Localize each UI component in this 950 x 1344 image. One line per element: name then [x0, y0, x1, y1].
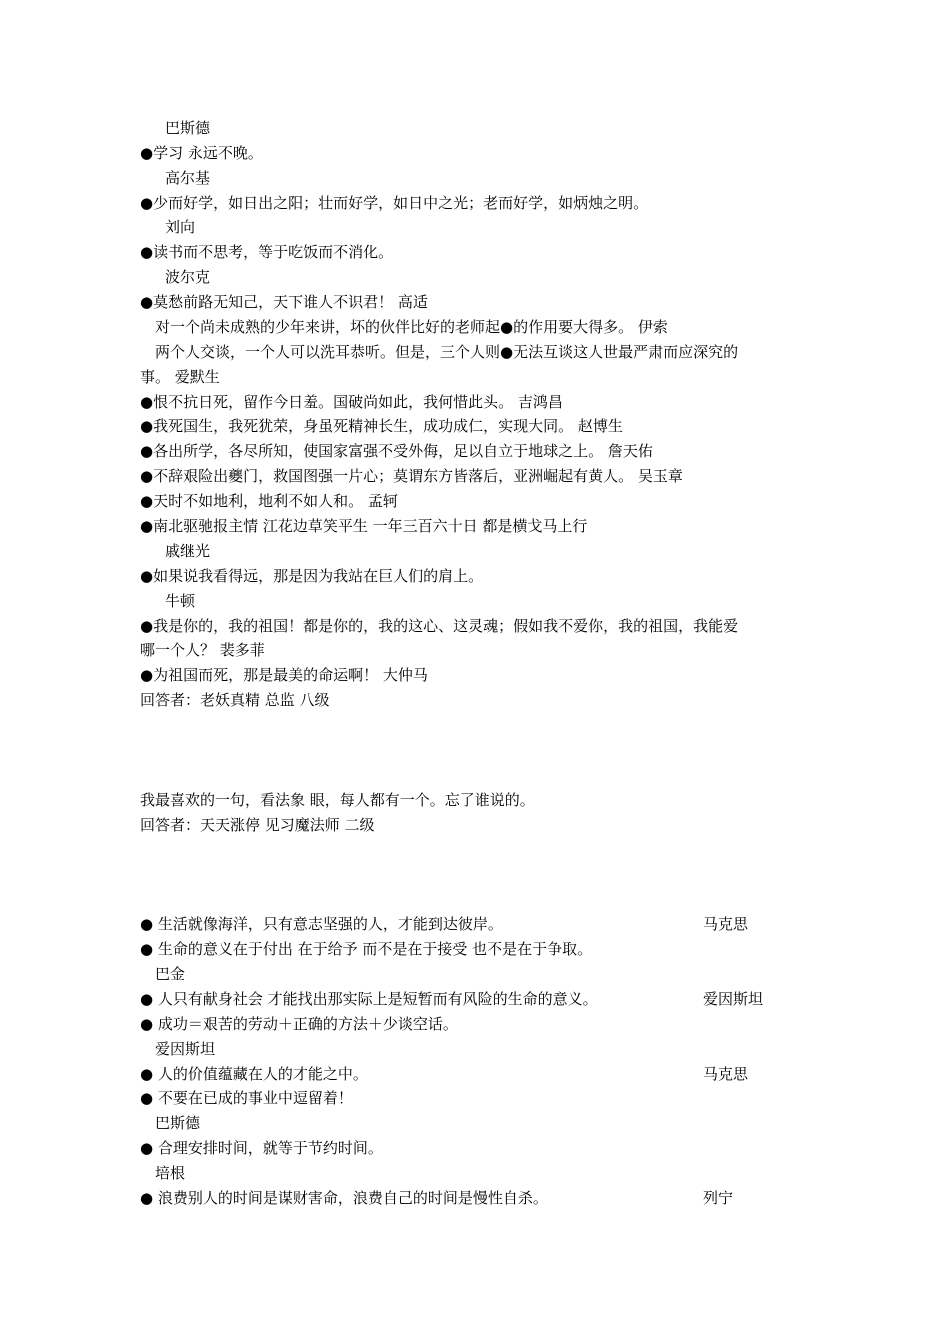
text-line: 牛顿: [165, 592, 196, 610]
quote-line: ● 生命的意义在于付出 在于给予 而不是在于接受 也不是在于争取。: [140, 940, 593, 958]
quote-line: 对一个尚未成熟的少年来讲，坏的伙伴比好的老师起●的作用要大得多。 伊索: [155, 318, 668, 336]
quote-line: ●为祖国而死，那是最美的命运啊！ 大仲马: [140, 666, 428, 684]
text-line: 戚继光: [165, 542, 211, 560]
quote-line: ●如果说我看得远，那是因为我站在巨人们的肩上。: [140, 567, 484, 585]
text-line: 巴斯德: [155, 1114, 201, 1132]
quote-line: 两个人交谈，一个人可以洗耳恭听。但是，三个人则●无法互谈这人世最严肃而应深究的: [155, 343, 739, 361]
quote-line: ● 人只有献身社会 才能找出那实际上是短暂而有风险的生命的意义。: [140, 990, 598, 1008]
quote-line: ● 生活就像海洋，只有意志坚强的人，才能到达彼岸。: [140, 915, 503, 933]
author-name: 马克思: [703, 915, 749, 933]
quote-line: ● 人的价值蕴藏在人的才能之中。: [140, 1065, 368, 1083]
author-name: 爱因斯坦: [703, 990, 764, 1008]
quote-line: ●莫愁前路无知己，天下谁人不识君！ 高适: [140, 293, 428, 311]
text-line: 爱因斯坦: [155, 1040, 216, 1058]
answerer-line: 回答者：老妖真精 总监 八级: [140, 691, 330, 709]
quote-line: ●天时不如地利，地利不如人和。 孟轲: [140, 492, 398, 510]
quote-line: ●我死国生，我死犹荣，身虽死精神长生，成功成仁，实现大同。 赵博生: [140, 417, 623, 435]
quote-line: ●我是你的，我的祖国！都是你的，我的这心、这灵魂；假如我不爱你，我的祖国，我能爱: [140, 617, 739, 635]
quote-line: ●学习 永远不晚。: [140, 144, 263, 162]
text-line: 高尔基: [165, 169, 211, 187]
quote-line: ●少而好学，如日出之阳；壮而好学，如日中之光；老而好学，如炳烛之明。: [140, 194, 649, 212]
quote-line: ● 不要在已成的事业中逗留着！: [140, 1089, 353, 1107]
text-line: 巴斯德: [165, 119, 211, 137]
quote-line: 事。 爱默生: [140, 368, 220, 386]
text-line: 培根: [155, 1164, 186, 1182]
quote-line: ● 成功＝艰苦的劳动＋正确的方法＋少谈空话。: [140, 1015, 458, 1033]
author-name: 列宁: [703, 1189, 734, 1207]
quote-line: ●南北驱驰报主情 江花边草笑平生 一年三百六十日 都是横戈马上行: [140, 517, 588, 535]
quote-line: ●读书而不思考，等于吃饭而不消化。: [140, 243, 394, 261]
author-name: 马克思: [703, 1065, 749, 1083]
quote-line: ● 浪费别人的时间是谋财害命，浪费自己的时间是慢性自杀。: [140, 1189, 548, 1207]
quote-line: ●恨不抗日死，留作今日羞。国破尚如此，我何惜此头。 吉鸿昌: [140, 393, 563, 411]
quote-line: ●各出所学，各尽所知，使国家富强不受外侮，足以自立于地球之上。 詹天佑: [140, 442, 653, 460]
text-line: 波尔克: [165, 268, 211, 286]
text-line: 刘向: [165, 218, 196, 236]
quote-line: ● 合理安排时间，就等于节约时间。: [140, 1139, 383, 1157]
text-line: 巴金: [155, 965, 186, 983]
quote-line: 哪一个人？ 裴多菲: [140, 641, 265, 659]
quote-line: 我最喜欢的一句，看法象 眼，每人都有一个。忘了谁说的。: [140, 791, 535, 809]
answerer-line: 回答者：天天涨停 见习魔法师 二级: [140, 816, 375, 834]
quote-line: ●不辞艰险出夔门，救国图强一片心；莫谓东方皆落后，亚洲崛起有黄人。 吴玉章: [140, 467, 683, 485]
